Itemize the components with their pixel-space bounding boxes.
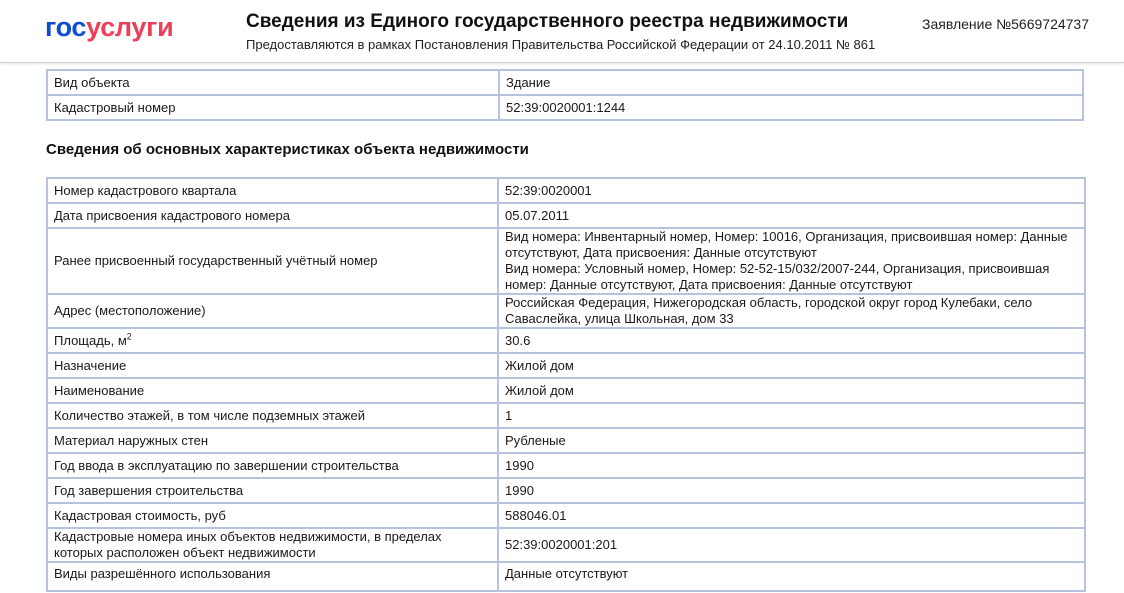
cadastral-value-value: 588046.01: [498, 503, 1085, 528]
table-row: [47, 378, 1085, 403]
area-label: Площадь, $м^2$: [47, 328, 498, 353]
cadastral-number-label: Кадастровый номер: [47, 95, 499, 120]
table-row: [47, 203, 1085, 228]
address-line: Российская Федерация, Нижегородская область, городской округ город Кулебаки, село: [505, 295, 1033, 310]
wall-material-value: Рубленые: [498, 428, 1085, 453]
previous-number-line: номер: Данные отсутствуют, Дата присвоения: Данные отсутствуют: [505, 277, 913, 292]
cadastral-value-label: Кадастровая стоимость, руб: [47, 503, 498, 528]
cadastral-block-label: Номер кадастрового квартала: [47, 178, 498, 203]
commissioning-year-value: 1990: [498, 453, 1085, 478]
page-header: [0, 0, 1124, 63]
other-objects-label-line: которых расположен объект недвижимости: [54, 545, 316, 560]
assignment-date-label: Дата присвоения кадастрового номера: [47, 203, 498, 228]
application-number: Заявление №5669724737: [922, 16, 1090, 32]
purpose-value: Жилой дом: [498, 353, 1085, 378]
table-row: [47, 562, 1085, 591]
address-line: Саваслейка, улица Школьная, дом 33: [505, 311, 734, 326]
commissioning-year-label: Год ввода в эксплуатацию по завершении строительства: [47, 453, 498, 478]
table-row: [47, 178, 1085, 203]
table-row: [47, 503, 1085, 528]
completion-year-value: 1990: [498, 478, 1085, 503]
table-row: [47, 403, 1085, 428]
completion-year-label: Год завершения строительства: [47, 478, 498, 503]
address-label: Адрес (местоположение): [47, 294, 498, 328]
address-value: [498, 294, 1085, 328]
table-row: [47, 294, 1085, 328]
table-row: [47, 95, 1083, 120]
table-row: [47, 353, 1085, 378]
object-type-label: Вид объекта: [47, 70, 499, 95]
other-objects-value: 52:39:0020001:201: [498, 528, 1085, 562]
table-row: [47, 453, 1085, 478]
area-value: 30.6: [498, 328, 1085, 353]
floors-value: 1: [498, 403, 1085, 428]
page-title: Сведения из Единого государственного реестра недвижимости: [246, 11, 849, 32]
table-row: [47, 428, 1085, 453]
wall-material-label: Материал наружных стен: [47, 428, 498, 453]
purpose-label: Назначение: [47, 353, 498, 378]
gosuslugi-logo[interactable]: госуслуги: [45, 12, 174, 42]
permitted-use-value: Данные отсутствуют: [498, 562, 1085, 591]
floors-label: Количество этажей, в том числе подземных этажей: [47, 403, 498, 428]
table-row: [47, 228, 1085, 294]
previous-number-line: Вид номера: Условный номер, Номер: 52-52-15/032/2007-244, Организация, присвоившая: [505, 261, 1050, 276]
other-objects-label: [47, 528, 498, 562]
other-objects-label-line: Кадастровые номера иных объектов недвижимости, в пределах: [54, 529, 442, 544]
table-row: [47, 70, 1083, 95]
table-row: [47, 528, 1085, 562]
table-row: [47, 328, 1085, 353]
previous-number-line: Вид номера: Инвентарный номер, Номер: 10016, Организация, присвоившая номер: Данные: [505, 229, 1068, 244]
object-type-value: Здание: [499, 70, 1083, 95]
permitted-use-label: Виды разрешённого использования: [47, 562, 498, 591]
page-subtitle: Предоставляются в рамках Постановления Правительства Российской Федерации от 24.10.2011 № 861: [246, 37, 876, 52]
assignment-date-value: 05.07.2011: [498, 203, 1085, 228]
characteristics-table: [46, 177, 1086, 592]
cadastral-block-value: 52:39:0020001: [498, 178, 1085, 203]
name-label: Наименование: [47, 378, 498, 403]
cadastral-number-value: 52:39:0020001:1244: [499, 95, 1083, 120]
previous-number-line: отсутствуют, Дата присвоения: Данные отсутствуют: [505, 245, 817, 260]
summary-table: [46, 69, 1084, 121]
previous-number-label: Ранее присвоенный государственный учётный номер: [47, 228, 498, 294]
table-row: [47, 478, 1085, 503]
previous-number-value: [498, 228, 1085, 294]
name-value: Жилой дом: [498, 378, 1085, 403]
section-title: Сведения об основных характеристиках объекта недвижимости: [46, 141, 529, 158]
